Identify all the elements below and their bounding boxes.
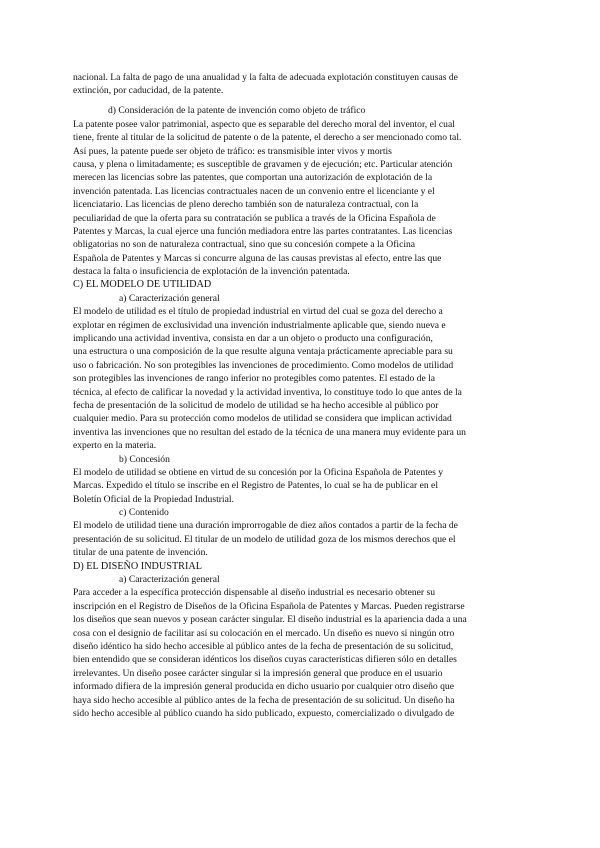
paragraph-line: Marcas. Expedido el título se inscribe en el Registro de Patentes, lo cual se ha de publicar en el [73,480,438,492]
section-subheading: a) Caracterización general [119,574,220,586]
paragraph-line: Para acceder a la específica protección dispensable al diseño industrial es necesario obtener su [73,587,436,599]
section-subheading: d) Consideración de la patente de invención como objeto de tráfico [108,105,366,117]
paragraph-line: El modelo de utilidad tiene una duración improrrogable de diez años contados a partir de la fecha de [73,520,458,532]
paragraph-line: titular de una patente de invención. [73,547,208,559]
paragraph-line: diseño idéntico ha sido hecho accesible al público antes de la fecha de presentación de su solicitud, [73,641,454,652]
paragraph-line: una estructura o una composición de la que resulte alguna ventaja prácticamente apreciable para su [73,346,453,358]
paragraph-line: merecen las licencias sobre las patentes, que comportan una autorización de explotación de la [73,172,433,184]
paragraph-line: implicando una actividad inventiva, consista en dar a un objeto o producto una configuración, [73,333,433,345]
paragraph-line: inventiva las invenciones que no resultan del estado de la técnica de una manera muy evidente para un [73,426,466,438]
section-subheading: b) Concesión [119,453,170,465]
paragraph-line: La patente posee valor patrimonial, aspecto que es separable del derecho moral del inventor, el cual [73,118,455,130]
section-subheading: a) Caracterización general [119,292,220,304]
paragraph-line: causa, y plena o limitadamente; es susceptible de gravamen y de ejecución; etc. Particular atención [73,158,453,170]
paragraph-line: El modelo de utilidad se obtiene en virtud de su concesión por la Oficina Española de Patentes y [73,466,444,478]
paragraph-line: haya sido hecho accesible al público antes de la fecha de presentación de su solicitud. Un diseño ha [73,694,455,706]
paragraph-line: son protegibles las invenciones de rango inferior no protegibles como patentes. El estado de la [73,373,436,385]
paragraph-line: cualquier medio. Para su protección como modelos de utilidad se considera que implican actividad [73,413,452,425]
paragraph-line: técnica, al efecto de calificar la novedad y la actividad inventiva, lo constituye todo lo que antes de la [73,386,462,398]
paragraph-line: nacional. La falta de pago de una anualidad y la falta de adecuada explotación constituyen causas de [73,72,458,83]
document-body [73,71,523,720]
paragraph-line: sido hecho accesible al público cuando ha sido publicado, expuesto, comercializado o divulgado de [73,707,455,719]
paragraph-line: Boletín Oficial de la Propiedad Industrial. [73,493,234,505]
section-heading: D) EL DISEÑO INDUSTRIAL [73,560,202,572]
paragraph-line: informado difiera de la impresión general producida en dicho usuario por cualquier otro diseño que [73,681,454,693]
paragraph-line: El modelo de utilidad es el título de propiedad industrial en virtud del cual se goza del derecho a [73,306,443,318]
paragraph-line: fecha de presentación de la solicitud de modelo de utilidad se ha hecho accesible al público por [73,399,439,411]
paragraph-line: Española de Patentes y Marcas si concurre alguna de las causas previstas al efecto, entre las que [73,252,442,264]
paragraph-line: inscripción en el Registro de Diseños de la Oficina Española de Patentes y Marcas. Pueden registrarse [73,600,465,612]
paragraph-line: obligatorias no son de naturaleza contractual, sino que su concesión compete a la Oficina [73,239,416,251]
paragraph-line: tiene, frente al titular de la solicitud de patente o de la patente, el derecho a ser mencionado como tal. [73,132,462,144]
paragraph-line: presentación de su solicitud. El titular de un modelo de utilidad goza de los mismos derechos que el [73,533,456,545]
paragraph-line: invención patentada. Las licencias contractuales nacen de un convenio entre el licenciante y el [73,185,435,197]
paragraph-line: Así pues, la patente puede ser objeto de tráfico: es transmisible inter vivos y mortis [73,145,392,157]
paragraph-line: destaca la falta o insuficiencia de explotación de la invención patentada. [73,266,350,278]
paragraph-line: explotar en régimen de exclusividad una invención industrialmente aplicable que, siendo nueva e [73,319,446,331]
paragraph-line: los diseños que sean nuevos y posean carácter singular. El diseño industrial es la apariencia dada a una [73,614,467,626]
paragraph-line: irrelevantes. Un diseño posee carácter singular si la impresión general que produce en el usuario [73,667,443,679]
section-heading: C) EL MODELO DE UTILIDAD [73,279,212,291]
paragraph-line: extinción, por caducidad, de la patente. [73,85,224,97]
paragraph-line: cosa con el designio de facilitar así su colocación en el mercado. Un diseño es nuevo si ningún otro [73,627,455,639]
paragraph-line: uso o fabricación. No son protegibles las invenciones de procedimiento. Como modelos de utilidad [73,359,454,371]
spacer [73,98,523,105]
paragraph-line: experto en la materia. [73,440,157,452]
paragraph-line: licenciatario. Las licencias de pleno derecho también son de naturaleza contractual, con la [73,199,419,211]
paragraph-line: peculiaridad de que la oferta para su contratación se publica a través de la Oficina Española de [73,212,436,224]
paragraph-line: Patentes y Marcas, la cual ejerce una función mediadora entre las partes contratantes. Las licencias [73,225,453,237]
paragraph-line: bien entendido que se consideran idénticos los diseños cuyas características difieren sólo en detalles [73,654,457,666]
section-subheading: c) Contenido [119,507,169,519]
